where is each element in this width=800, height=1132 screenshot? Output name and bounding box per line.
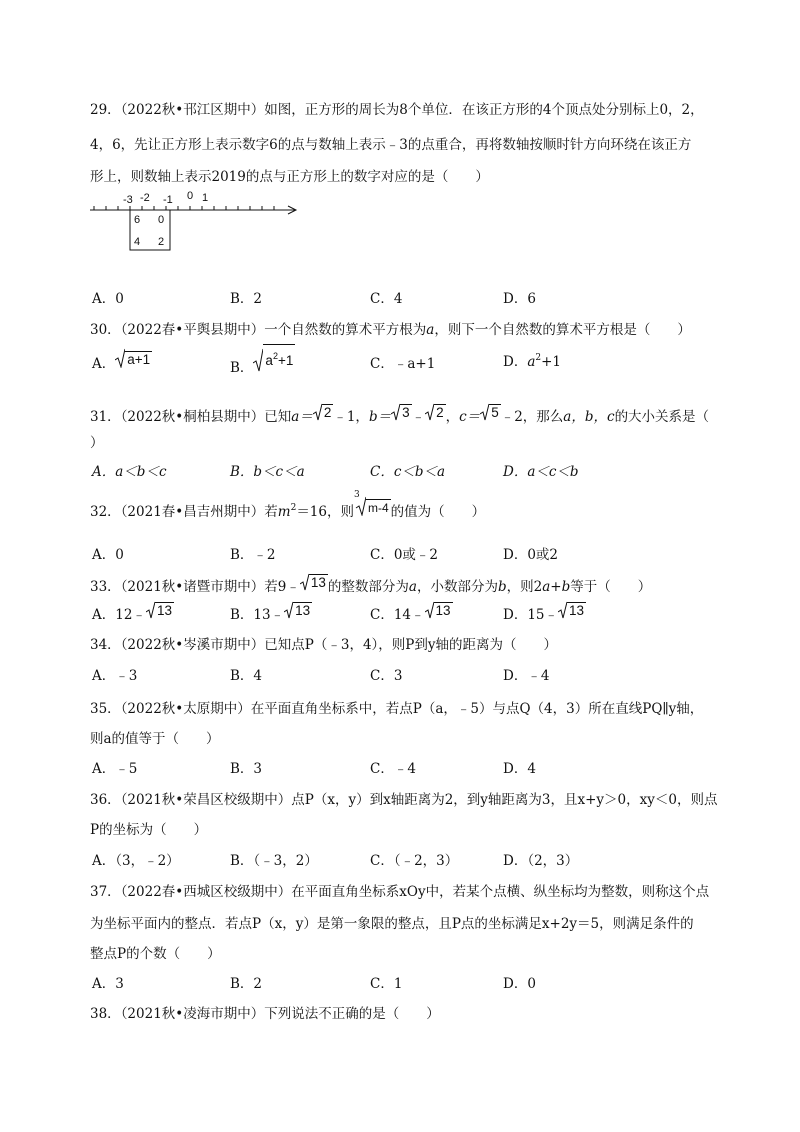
square-label: 2	[158, 236, 165, 248]
option-c[interactable]: C．4	[370, 291, 403, 307]
option-c[interactable]: C．（﹣2，3）	[370, 853, 459, 869]
square-label: 4	[134, 236, 141, 248]
question-text: 一个自然数的算术平方根为	[264, 322, 427, 338]
question-number: 29．	[90, 102, 121, 118]
option-d[interactable]: D．﹣4	[503, 668, 550, 684]
option-c[interactable]: C．14﹣ 13	[370, 603, 451, 623]
option-c[interactable]: C．0或﹣2	[370, 547, 439, 563]
question-32-line1: 32．（2021春•昌吉州期中）若$m^2=16$，则 3 m-4 的值为（ ）	[90, 490, 486, 520]
question-37-line1: 37．（2022春•西城区校级期中）在平面直角坐标系xOy中，若某个点横、纵坐标均为整数，则称这个点	[90, 884, 710, 900]
option-a[interactable]: A．12﹣ 13	[92, 603, 172, 623]
axis-label: -1	[163, 194, 173, 206]
option-a[interactable]: A．（3，﹣2）	[92, 853, 180, 869]
square-label: 6	[134, 214, 141, 226]
question-35-line1: 35．（2022秋•太原期中）在平面直角坐标系中，若点P（a，﹣5）与点Q（4，3）所在直线PQ∥y轴，	[90, 701, 704, 717]
question-source: （2022春•平舆县期中）	[120, 322, 265, 338]
option-a[interactable]: A．0	[92, 291, 124, 307]
option-a[interactable]: A．﹣5	[92, 761, 138, 777]
option-b[interactable]: B．13﹣ 13	[230, 603, 311, 623]
option-d[interactable]: D．0或2	[503, 547, 559, 563]
question-29-line3: 形上，则数轴上表示2019的点与正方形上的数字对应的是（ ）	[90, 169, 489, 185]
question-29-line1	[90, 98, 704, 118]
question-36-line2: P的坐标为（ ）	[90, 822, 208, 838]
question-38-line1: 38．（2021秋•凌海市期中）下列说法不正确的是（ ）	[90, 1006, 440, 1022]
question-source: （2022秋•邗江区期中）	[120, 102, 265, 118]
axis-label: 0	[187, 190, 194, 202]
question-31-line2: ）	[90, 435, 104, 451]
number-line-figure	[88, 186, 308, 256]
question-31-line1: 31．（2022秋•桐柏县期中）已知a＝ 2 ﹣1，b＝ 3 ﹣ 2 ，c＝ 5 ﹣2，那么a，b，c的大小关系是（	[90, 405, 710, 425]
axis-label: 1	[202, 192, 209, 204]
question-35-line2: 则a的值等于（ ）	[90, 731, 220, 747]
option-c[interactable]: C．﹣a+1	[370, 356, 436, 372]
option-b[interactable]: B．4	[230, 668, 263, 684]
question-34-line1: 34．（2022秋•岑溪市期中）已知点P（﹣3，4），则P到y轴的距离为（ ）	[90, 637, 557, 653]
question-29-line2: 4，6，先让正方形上表示数字6的点与数轴上表示﹣3的点重合，再将数轴按顺时针方向环绕在该正方	[90, 137, 692, 153]
option-c[interactable]: C．﹣4	[370, 761, 416, 777]
question-30-line1	[90, 318, 691, 338]
axis-label: -3	[123, 194, 133, 206]
option-c[interactable]: C．c＜b＜a	[370, 464, 446, 480]
option-d[interactable]: D．（2，3）	[503, 853, 579, 869]
option-b[interactable]: B．（﹣3，2）	[230, 853, 318, 869]
question-number: 30．	[90, 322, 121, 338]
cube-root-expression: 3 m-4	[354, 490, 389, 515]
option-d[interactable]: D．4	[503, 761, 536, 777]
option-a[interactable]: A．3	[92, 976, 124, 992]
option-a[interactable]: A．﹣3	[92, 668, 138, 684]
option-a[interactable]: A．a＜b＜c	[92, 464, 167, 480]
option-d[interactable]: D．a＜c＜b	[503, 464, 579, 480]
option-b[interactable]: B． $a^2+1$	[230, 344, 295, 376]
option-b[interactable]: B．2	[230, 291, 263, 307]
option-a[interactable]: A．0	[92, 547, 124, 563]
question-33-line1: 33．（2021秋•诸暨市期中）若9﹣ 13 的整数部分为a，小数部分为b，则2a+b等于（ ）	[90, 575, 652, 595]
sqrt-expression: a+1	[115, 348, 152, 368]
option-d[interactable]: D．$a^2+1$	[503, 353, 562, 370]
option-b[interactable]: B．﹣2	[230, 547, 276, 563]
question-37-line3: 整点P的个数（ ）	[90, 946, 221, 962]
option-d[interactable]: D．6	[503, 291, 536, 307]
question-36-line1: 36．（2021秋•荣昌区校级期中）点P（x，y）到x轴距离为2，到y轴距离为3，且x+y＞0，xy＜0，则点	[90, 792, 718, 808]
variable-a: a	[426, 322, 435, 338]
square-label: 0	[158, 214, 165, 226]
option-c[interactable]: C．3	[370, 668, 403, 684]
question-text-tail: ，则下一个自然数的算术平方根是（ ）	[434, 322, 691, 338]
option-a[interactable]: A． a+1	[92, 348, 152, 372]
option-b[interactable]: B．b＜c＜a	[230, 464, 305, 480]
option-d[interactable]: D．0	[503, 976, 536, 992]
option-d[interactable]: D．15﹣ 13	[503, 603, 585, 623]
option-b[interactable]: B．2	[230, 976, 263, 992]
option-b[interactable]: B．3	[230, 761, 263, 777]
axis-label: -2	[140, 192, 150, 204]
sqrt-expression: $a^2+1$	[253, 344, 295, 372]
option-c[interactable]: C．1	[370, 976, 403, 992]
sqrt-expression: 2	[313, 403, 334, 421]
question-text: 如图，正方形的周长为8个单位．在该正方形的4个顶点处分别标上0，2，	[264, 102, 704, 118]
question-37-line2: 为坐标平面内的整点．若点P（x，y）是第一象限的整点，且P点的坐标满足x+2y＝5，则满足条件的	[90, 916, 694, 932]
